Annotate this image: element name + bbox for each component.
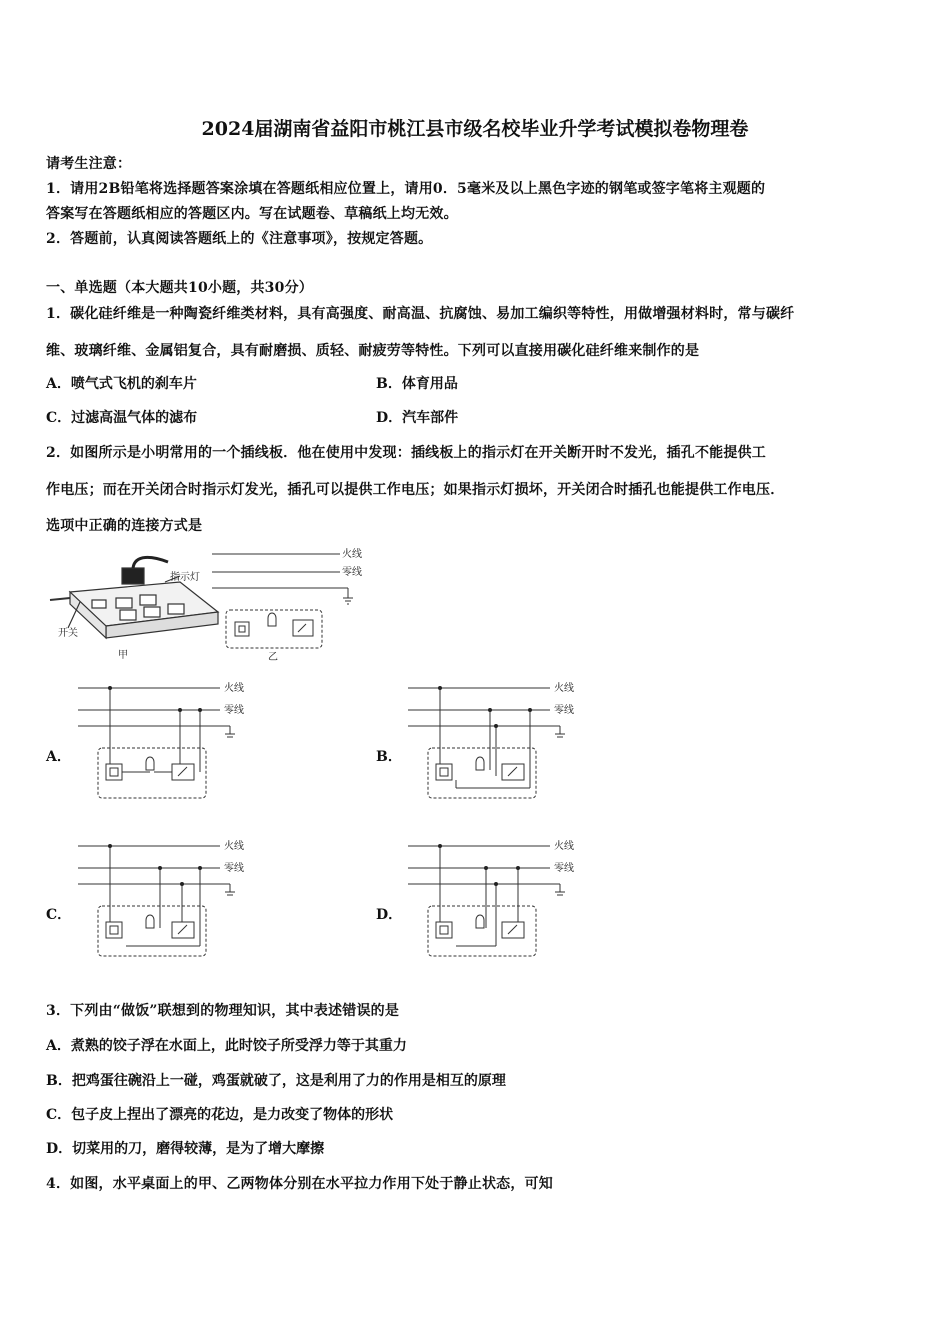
q3-option-c: C．包子皮上捏出了漂亮的花边，是力改变了物体的形状 [46,1107,394,1123]
live-wire-label: 火线 [342,549,362,560]
figure-yi-label: 乙 [268,652,278,663]
circuit-diagram-c [70,834,260,964]
live-wire-label: 火线 [224,841,244,852]
neutral-wire-label: 零线 [554,705,574,716]
q2-option-b: B． [376,749,402,765]
q4-stem: 4．如图，水平桌面上的甲、乙两物体分别在水平拉力作用下处于静止状态，可知 [46,1176,553,1192]
q1-option-c: C．过滤高温气体的滤布 [46,410,198,426]
q1-stem: 1．碳化硅纤维是一种陶瓷纤维类材料，具有高强度、耐高温、抗腐蚀、易加工编织等特性，用做增强材料时，常与碳纤 [46,306,795,322]
circuit-figure-yi [212,554,353,648]
q2-option-c: C． [46,907,72,923]
switch-label: 开关 [58,628,78,639]
notice-heading: 请考生注意： [46,156,132,172]
indicator-label: 指示灯 [170,572,200,583]
neutral-wire-label: 零线 [554,863,574,874]
circuit-diagram-a [70,676,260,806]
q1-option-b: B．体育用品 [376,376,458,392]
notice-line: 2．答题前，认真阅读答题纸上的《注意事项》，按规定答题。 [46,231,433,247]
circuit-diagram-d [400,834,590,964]
page-title: 2024届湖南省益阳市桃江县市级名校毕业升学考试模拟卷物理卷 [201,118,749,140]
q2-option-a: A． [46,749,71,765]
q1-stem: 维、玻璃纤维、金属铝复合，具有耐磨损、质轻、耐疲劳等特性。下列可以直接用碳化硅纤维来制作的是 [46,343,700,359]
neutral-wire-label: 零线 [224,863,244,874]
q1-option-a: A．喷气式飞机的刹车片 [46,376,197,392]
live-wire-label: 火线 [224,683,244,694]
q3-stem: 3．下列由“做饭”联想到的物理知识，其中表述错误的是 [46,1003,400,1019]
q2-reference-figure [40,540,380,665]
q2-stem: 选项中正确的连接方式是 [46,518,203,534]
figure-jia-label: 甲 [118,650,128,661]
notice-line: 1．请用2B铅笔将选择题答案涂填在答题纸相应位置上，请用0．5毫米及以上黑色字迹的钢笔或签字笔将主观题的 [46,181,766,197]
live-wire-label: 火线 [554,683,574,694]
q2-stem: 2．如图所示是小明常用的一个插线板．他在使用中发现：插线板上的指示灯在开关断开时不发光，插孔不能提供工 [46,445,766,461]
section-heading: 一、单选题（本大题共10小题，共30分） [46,280,313,296]
q2-stem: 作电压；而在开关闭合时指示灯发光，插孔可以提供工作电压；如果指示灯损坏，开关闭合时插孔也能提供工作电压． [46,482,785,498]
q3-option-d: D．切菜用的刀，磨得较薄，是为了增大摩擦 [46,1141,325,1157]
neutral-wire-label: 零线 [342,567,362,578]
q1-option-d: D．汽车部件 [376,410,459,426]
circuit-diagram-b [400,676,590,806]
live-wire-label: 火线 [554,841,574,852]
q3-option-b: B．把鸡蛋往碗沿上一碰，鸡蛋就破了，这是利用了力的作用是相互的原理 [46,1073,506,1089]
q3-option-a: A．煮熟的饺子浮在水面上，此时饺子所受浮力等于其重力 [46,1038,407,1054]
power-strip-image [50,557,218,638]
neutral-wire-label: 零线 [224,705,244,716]
q2-option-d: D． [376,907,403,923]
notice-line: 答案写在答题纸相应的答题区内。写在试题卷、草稿纸上均无效。 [46,206,458,222]
